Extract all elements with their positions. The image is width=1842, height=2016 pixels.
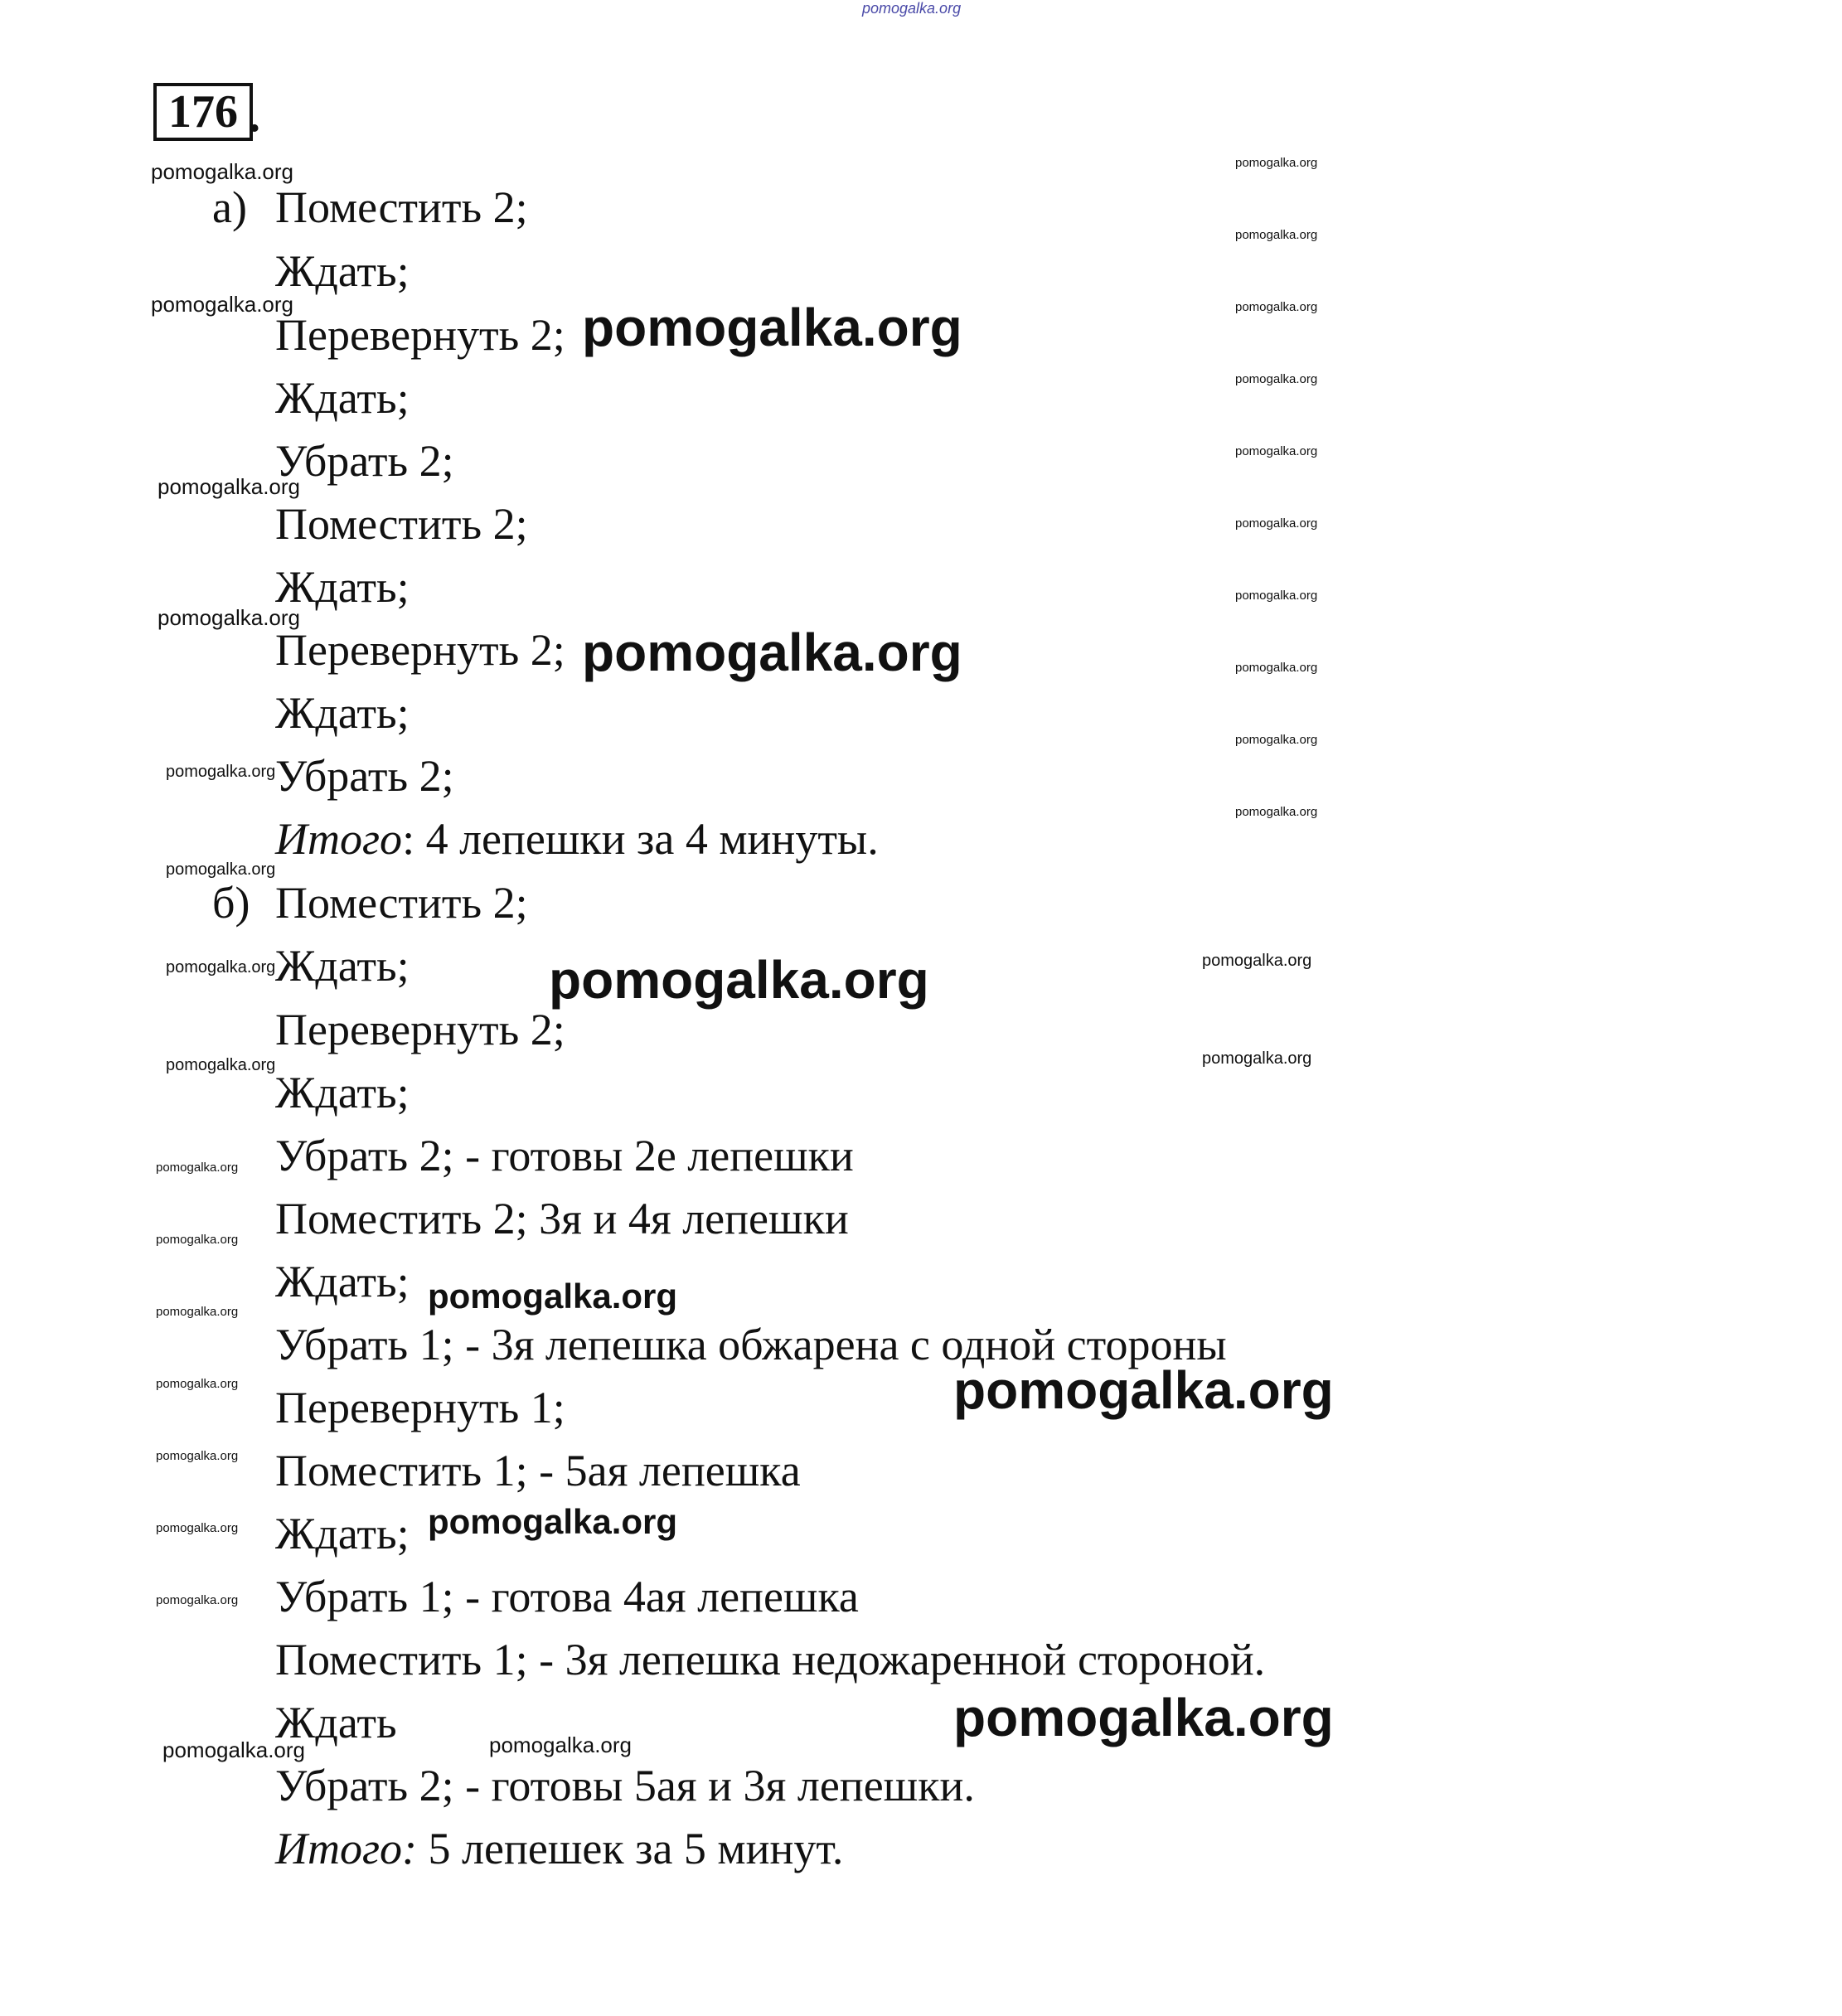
watermark: pomogalka.org xyxy=(156,1161,239,1175)
watermark: pomogalka.org xyxy=(1235,300,1318,314)
watermark: pomogalka.org xyxy=(166,1056,276,1074)
step-line: Перевернуть 2; xyxy=(275,625,565,675)
watermark: pomogalka.org xyxy=(1235,156,1318,170)
step-line: Ждать; xyxy=(275,562,410,612)
step-line: Убрать 2; xyxy=(275,436,454,486)
part-b-marker: б) xyxy=(212,878,250,928)
part-a-marker: а) xyxy=(212,182,247,232)
watermark: pomogalka.org xyxy=(162,1737,305,1762)
watermark: pomogalka.org xyxy=(953,1688,1334,1747)
step-line: Поместить 1; - 3я лепешка недожаренной стороной. xyxy=(275,1635,1266,1684)
step-line: Убрать 1; - 3я лепешка обжарена с одной стороны xyxy=(275,1320,1227,1369)
step-line: Ждать; xyxy=(275,1257,410,1306)
problem-number-dot: . xyxy=(249,90,260,142)
watermark: pomogalka.org xyxy=(151,159,293,184)
total-line-b xyxy=(275,1822,843,1875)
total-value: 5 лепешек за 5 минут. xyxy=(417,1824,844,1873)
problem-number: 176 xyxy=(153,83,253,141)
step-line: Поместить 1; - 5ая лепешка xyxy=(275,1446,801,1495)
watermark: pomogalka.org xyxy=(166,763,276,781)
watermark: pomogalka.org xyxy=(156,1233,239,1247)
watermark: pomogalka.org xyxy=(156,1593,239,1607)
watermark: pomogalka.org xyxy=(156,1305,239,1319)
watermark: pomogalka.org xyxy=(166,958,276,976)
step-line: Ждать; xyxy=(275,941,410,991)
watermark: pomogalka.org xyxy=(582,623,962,682)
watermark: pomogalka.org xyxy=(1235,661,1318,675)
step-line: Перевернуть 1; xyxy=(275,1383,565,1432)
watermark: pomogalka.org xyxy=(158,474,300,499)
step-line: Ждать; xyxy=(275,688,410,738)
watermark: pomogalka.org xyxy=(151,292,293,317)
watermark: pomogalka.org xyxy=(158,605,300,630)
step-line: Перевернуть 2; xyxy=(275,1005,565,1054)
total-line-a xyxy=(275,812,879,865)
watermark: pomogalka.org xyxy=(166,860,276,879)
watermark: pomogalka.org xyxy=(1235,589,1318,603)
step-line: Поместить 2; xyxy=(275,182,528,232)
total-label: Итого: xyxy=(275,1824,418,1873)
watermark: pomogalka.org xyxy=(428,1277,678,1316)
total-value: : 4 лепешки за 4 минуты. xyxy=(402,814,879,864)
step-line: Убрать 2; xyxy=(275,751,454,801)
watermark: pomogalka.org xyxy=(1235,733,1318,747)
total-label: Итого xyxy=(275,814,403,864)
step-line: Убрать 1; - готова 4ая лепешка xyxy=(275,1572,859,1621)
step-line: Убрать 2; - готовы 5ая и 3я лепешки. xyxy=(275,1761,975,1810)
step-line: Ждать; xyxy=(275,1068,410,1117)
watermark: pomogalka.org xyxy=(156,1521,239,1535)
watermark: pomogalka.org xyxy=(1235,444,1318,458)
watermark: pomogalka.org xyxy=(1235,372,1318,386)
step-line: Ждать; xyxy=(275,246,410,296)
watermark: pomogalka.org xyxy=(428,1502,678,1541)
step-line: Перевернуть 2; xyxy=(275,310,565,360)
watermark: pomogalka.org xyxy=(1235,805,1318,819)
watermark: pomogalka.org xyxy=(1202,1049,1312,1068)
top-watermark: pomogalka.org xyxy=(862,0,962,17)
watermark: pomogalka.org xyxy=(489,1732,632,1757)
step-line: Поместить 2; 3я и 4я лепешки xyxy=(275,1194,849,1243)
watermark: pomogalka.org xyxy=(156,1449,239,1463)
step-line: Поместить 2; xyxy=(275,499,528,549)
step-line: Поместить 2; xyxy=(275,878,528,928)
watermark: pomogalka.org xyxy=(1235,228,1318,242)
watermark: pomogalka.org xyxy=(953,1360,1334,1420)
watermark: pomogalka.org xyxy=(1235,516,1318,531)
step-line: Убрать 2; - готовы 2е лепешки xyxy=(275,1131,854,1180)
step-line: Ждать; xyxy=(275,1509,410,1558)
watermark: pomogalka.org xyxy=(156,1377,239,1391)
watermark: pomogalka.org xyxy=(1202,952,1312,970)
watermark: pomogalka.org xyxy=(582,298,962,357)
step-line: Ждать; xyxy=(275,373,410,423)
step-line: Ждать xyxy=(275,1698,397,1747)
watermark: pomogalka.org xyxy=(549,950,929,1010)
